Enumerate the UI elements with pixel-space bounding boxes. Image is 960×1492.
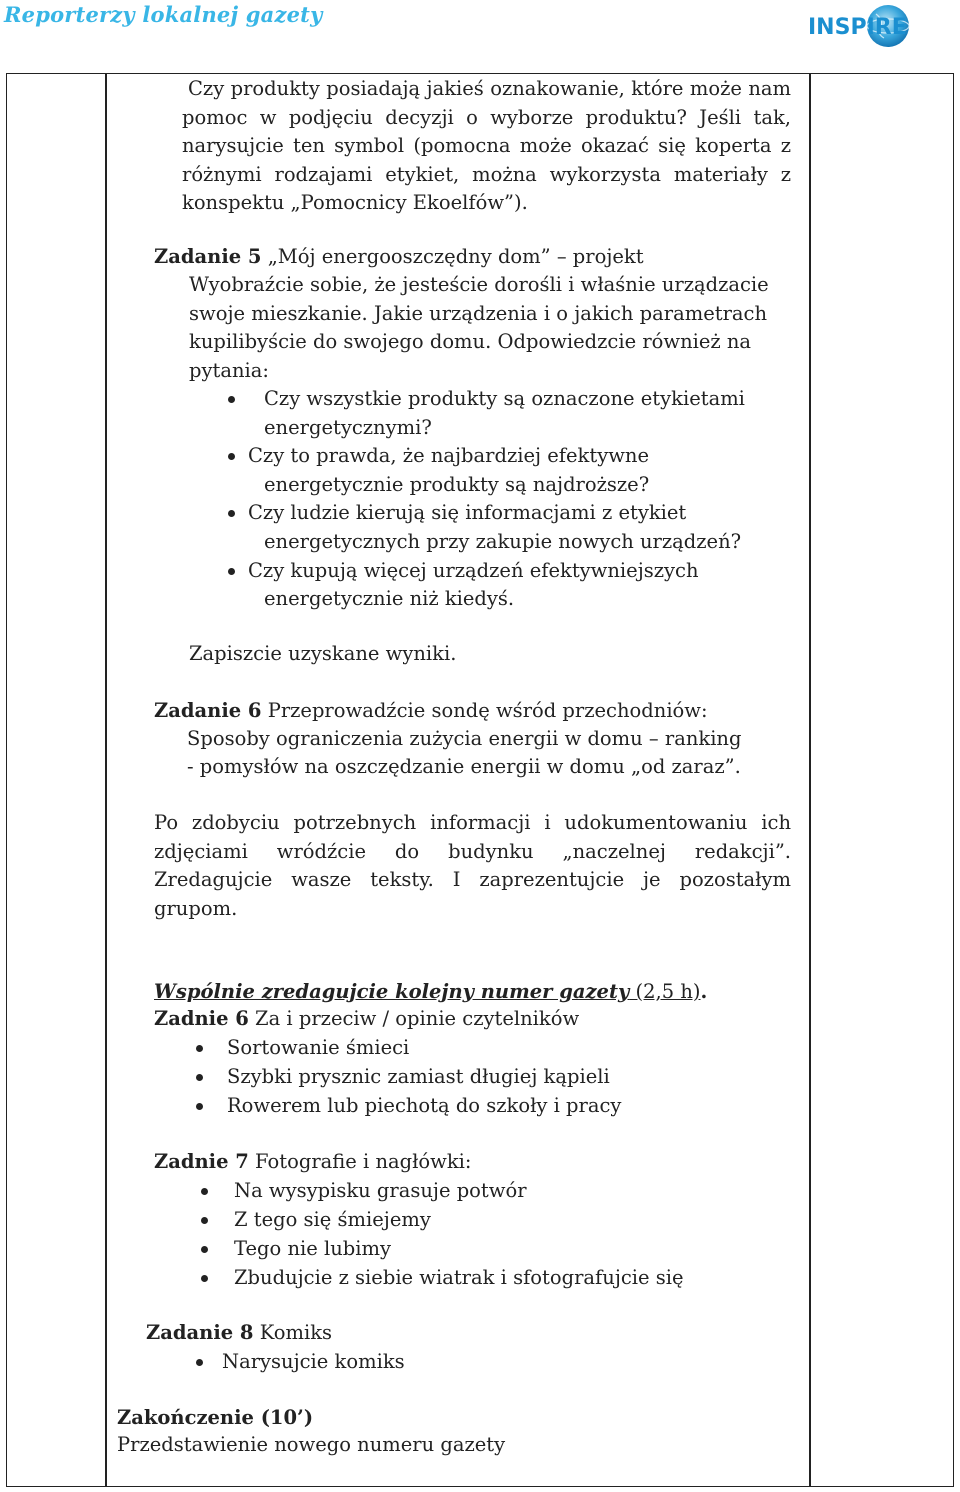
bullet-icon (196, 1074, 203, 1081)
bullet-icon (201, 1217, 208, 1224)
list-item (227, 1034, 787, 1063)
task8-title: Komiks (253, 1321, 333, 1344)
task8-heading (146, 1319, 786, 1348)
question-4: Czy kupują więcej urządzeń efektywniejszych energetycznie niż kiedyś. (248, 558, 699, 611)
joint-heading-text: Wspólnie zredagujcie kolejny numer gazety (154, 980, 630, 1003)
list-item (234, 1177, 794, 1206)
list-item (234, 1206, 794, 1235)
list-item (234, 1235, 794, 1264)
zadnie6-item-3: Rowerem lub piechotą do szkoły i pracy (227, 1094, 622, 1118)
task6-label: Zadanie 6 (154, 699, 262, 722)
ending-text: Przedstawienie nowego numeru gazety (117, 1433, 506, 1456)
list-item (248, 385, 768, 442)
question-1: Czy wszystkie produkty są oznaczone etykietami energetycznymi? (264, 387, 745, 439)
zadnie7-item-3: Tego nie lubimy (234, 1237, 392, 1260)
task5-title: „Mój energooszczędny dom” – projekt (261, 245, 644, 268)
zadnie6-list (227, 1034, 787, 1122)
bullet-icon (228, 396, 235, 403)
task6-title: Przeprowadźcie sondę wśród przechodniów: (261, 699, 708, 722)
bullet-icon (228, 510, 235, 517)
list-item (234, 1264, 794, 1293)
task8-list (222, 1348, 782, 1377)
question-3: Czy ludzie kierują się informacjami z etykiet energetycznych przy zakupie nowych urządzeń? (248, 501, 742, 553)
zadnie7-label: Zadnie 7 (154, 1150, 249, 1173)
list-item (227, 1092, 787, 1121)
task5-heading (154, 243, 794, 272)
task6-line2: Sposoby ograniczenia zużycia energii w domu – ranking (187, 727, 742, 750)
list-item (227, 1063, 787, 1092)
zadnie6-label: Zadnie 6 (154, 1007, 249, 1030)
zadnie6-item-2: Szybki prysznic zamiast długiej kąpieli (227, 1065, 610, 1089)
zadnie6-item-1: Sortowanie śmieci (227, 1036, 410, 1059)
zadnie7-list (234, 1177, 794, 1293)
bullet-icon (201, 1188, 208, 1195)
header-title: Reporterzy lokalnej gazety (4, 2, 323, 27)
task8-label: Zadanie 8 (146, 1321, 254, 1344)
task8-item-1: Narysujcie komiks (222, 1350, 405, 1373)
bullet-icon (228, 568, 235, 575)
bullet-icon (196, 1103, 203, 1110)
task5-label: Zadanie 5 (154, 245, 262, 268)
list-item (248, 442, 768, 499)
list-item (248, 499, 768, 556)
bullet-icon (228, 453, 235, 460)
zadnie7-heading (154, 1148, 794, 1177)
task6-heading (154, 697, 794, 726)
zadnie7-title: Fotografie i nagłówki: (248, 1150, 472, 1173)
bullet-icon (201, 1246, 208, 1253)
bullet-icon (196, 1045, 203, 1052)
list-item (248, 557, 768, 614)
ending-label: Zakończenie (10’) (117, 1406, 314, 1429)
zadnie7-item-1: Na wysypisku grasuje potwór (234, 1179, 527, 1202)
bullet-icon (201, 1275, 208, 1282)
joint-duration: (2,5 h) (629, 980, 701, 1003)
bullet-icon (196, 1359, 203, 1366)
zadnie7-item-2: Z tego się śmiejemy (234, 1208, 431, 1231)
task5-closing: Zapiszcie uzyskane wyniki. (189, 642, 457, 665)
after-research-paragraph: Po zdobyciu potrzebnych informacji i udokumentowaniu ich zdjęciami wródźcie do budynku „naczelnej redakcji”. Zredagujcie wasze teksty. I zaprezentujcie je pozostałym grupom. (154, 811, 791, 920)
ending-heading (117, 1404, 757, 1433)
intro-paragraph: Czy produkty posiadają jakieś oznakowanie, które może nam pomoc w podjęciu decyzji o wyborze produktu? Jeśli tak, narysujcie ten symbol (pomocna może okazać się koperta z różnymi rodzajami etykiet, można wykorzysta materiały z konspektu „Pomocnicy Ekoelfów”). (182, 77, 791, 215)
task5-body: Wyobraźcie sobie, że jesteście dorośli i właśnie urządzacie swoje mieszkanie. Jakie urządzenia i o jakich parametrach kupilibyście do swojego domu. Odpowiedzcie również na pytania: (189, 273, 769, 382)
joint-heading (154, 978, 794, 1007)
task5-question-list (248, 385, 768, 614)
zadnie7-item-4: Zbudujcie z siebie wiatrak i sfotografujcie się (234, 1266, 684, 1289)
zadnie6-title: Za i przeciw / opinie czytelników (248, 1007, 580, 1030)
zadnie6-heading (154, 1005, 794, 1034)
logo-text: INSPIRE (808, 15, 907, 40)
question-2: Czy to prawda, że najbardziej efektywne energetycznie produkty są najdroższe? (248, 444, 650, 496)
list-item (222, 1348, 782, 1377)
joint-period: . (700, 980, 708, 1003)
task6-line3: - pomysłów na oszczędzanie energii w domu „od zaraz”. (187, 755, 741, 778)
